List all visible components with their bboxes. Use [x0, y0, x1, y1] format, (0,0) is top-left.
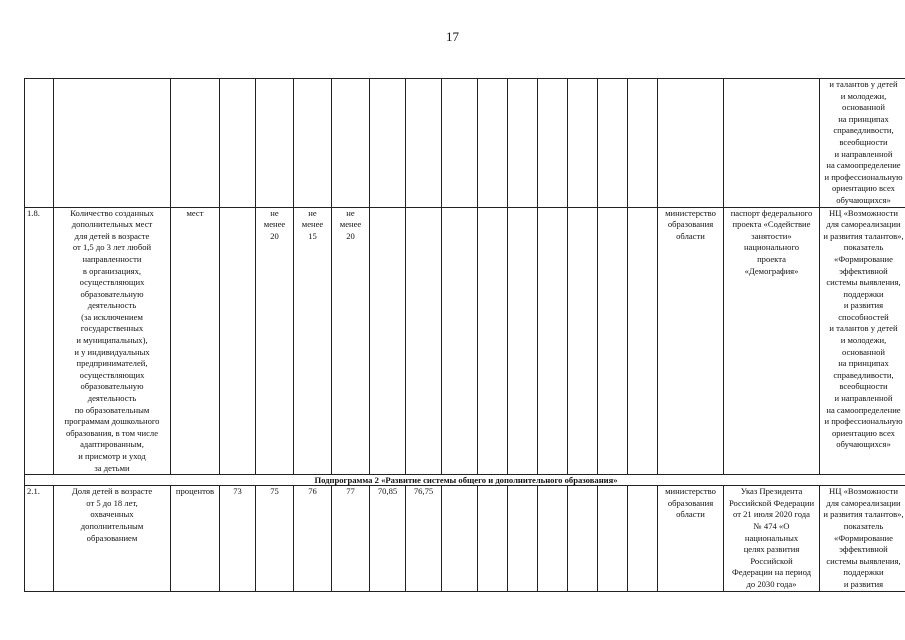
- cell-note: НЦ «Возможности для самореализации и развития талантов», показатель «Формирование эффективной системы выявления, поддержки и развития: [820, 486, 905, 591]
- cell-number: 1.8.: [25, 207, 54, 475]
- cell-responsible: министерство образования области: [658, 207, 724, 475]
- table-row: [25, 79, 905, 208]
- cell-value: не менее 15: [294, 207, 332, 475]
- cell-note: НЦ «Возможности для самореализации и развития талантов», показатель «Формирование эффективной системы выявления, поддержки и развития способностей и талантов у детей и молодежи, основанной на принципах справедливости, всеобщности и направленной на самоопределение и профессиональную ориентацию всех обучающихся»: [820, 207, 905, 475]
- cell-value: 70,85: [370, 486, 406, 591]
- cell-value: не менее 20: [332, 207, 370, 475]
- cell-value: 75: [256, 486, 294, 591]
- cell-responsible: министерство образования области: [658, 486, 724, 591]
- table-row: [25, 486, 905, 591]
- cell-unit: процентов: [171, 486, 220, 591]
- cell-note: и талантов у детей и молодежи, основанной на принципах справедливости, всеобщности и направленной на самоопределение и профессиональную ориентацию всех обучающихся»: [820, 79, 905, 208]
- subprogram-row: [25, 475, 905, 486]
- cell-unit: мест: [171, 207, 220, 475]
- indicators-table: [24, 78, 905, 592]
- cell-value: 76: [294, 486, 332, 591]
- cell-value: 73: [220, 486, 256, 591]
- cell-indicator-name: Доля детей в возрасте от 5 до 18 лет, охваченных дополнительным образованием: [54, 486, 171, 591]
- cell-source: паспорт федерального проекта «Содействие занятости» национального проекта «Демография»: [724, 207, 820, 475]
- cell-number: 2.1.: [25, 486, 54, 591]
- cell-indicator-name: Количество созданных дополнительных мест для детей в возрасте от 1,5 до 3 лет любой направленности в организациях, осуществляющих образовательную деятельность (за исключением государственных и муниципальных), и у индивидуальных предпринимателей, осуществляющих образовательную деятельность по образовательным программам дошкольного образования, в том числе адаптированным, и присмотр и уход за детьми: [54, 207, 171, 475]
- subprogram-title: Подпрограмма 2 «Развитие системы общего и дополнительного образования»: [25, 475, 905, 486]
- cell-value: не менее 20: [256, 207, 294, 475]
- page-number: 17: [446, 29, 459, 44]
- cell-value: 77: [332, 486, 370, 591]
- cell-value: 76,75: [406, 486, 442, 591]
- table-row: [25, 207, 905, 475]
- cell-source: Указ Президента Российской Федерации от 21 июля 2020 года № 474 «О национальных целях развития Российской Федерации на период до 2030 года»: [724, 486, 820, 591]
